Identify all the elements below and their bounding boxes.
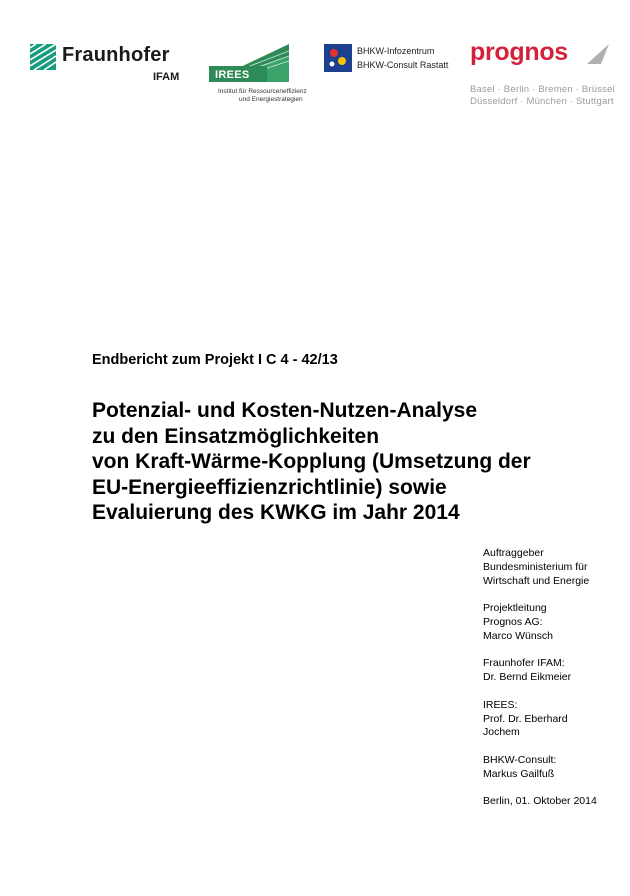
bhkw-mark-icon (324, 44, 352, 72)
info-line: Jochem (483, 726, 520, 739)
info-line: Prof. Dr. Eberhard (483, 712, 568, 725)
info-line: Wirtschaft und Energie (483, 574, 590, 587)
info-group-client (483, 547, 623, 588)
title-line: EU-Energieeffizienzrichtlinie) sowie (92, 475, 447, 499)
info-line: Markus Gailfuß (483, 767, 555, 780)
bhkw-line1: BHKW-Infozentrum (357, 46, 435, 56)
bhkw-line2: BHKW-Consult Rastatt (357, 60, 449, 70)
irees-logo (209, 44, 329, 108)
info-line: Bundesministerium für (483, 560, 588, 573)
title-line: Potenzial- und Kosten-Nutzen-Analyse (92, 399, 478, 422)
prognos-swoosh-icon (583, 44, 609, 64)
irees-subtitle-line1: Institut für Ressourceneffizienz (218, 88, 307, 95)
prognos-name: prognos (470, 38, 568, 66)
fraunhofer-subtitle: IFAM (153, 71, 180, 83)
prognos-cities-line2: Düsseldorf · München · Stuttgart (470, 96, 614, 107)
info-group-project-lead (483, 602, 623, 643)
info-line: Auftraggeber (483, 547, 544, 559)
title-line: Evaluierung des KWKG im Jahr 2014 (92, 501, 460, 524)
title-line: zu den Einsatzmöglichkeiten (92, 424, 380, 448)
info-group-date (483, 795, 623, 809)
prognos-cities-line1: Basel · Berlin · Bremen · Brüssel (470, 84, 615, 95)
info-line: IREES: (483, 698, 518, 711)
info-line: Marco Wünsch (483, 629, 554, 642)
report-label: Endbericht zum Projekt I C 4 - 42/13 (92, 352, 338, 368)
fraunhofer-logo (30, 44, 190, 88)
irees-name: IREES (215, 69, 250, 81)
info-line: Fraunhofer IFAM: (483, 657, 565, 670)
info-group-fraunhofer (483, 657, 623, 685)
info-line: Dr. Bernd Eikmeier (483, 671, 572, 684)
info-line: BHKW-Consult: (483, 753, 557, 766)
prognos-logo (470, 38, 615, 112)
report-title (92, 398, 612, 526)
info-column (483, 547, 623, 823)
info-group-bhkw (483, 754, 623, 782)
fraunhofer-mark-icon (30, 44, 56, 70)
info-group-irees (483, 699, 623, 740)
title-line: von Kraft-Wärme-Kopplung (Umsetzung der (92, 450, 531, 473)
bhkw-logo (324, 44, 464, 74)
date-line: Berlin, 01. Oktober 2014 (483, 795, 597, 808)
fraunhofer-name: Fraunhofer (62, 44, 170, 66)
info-line: Prognos AG: (483, 615, 543, 628)
irees-subtitle-line2: und Energiestrategien (239, 96, 303, 103)
info-line: Projektleitung (483, 602, 547, 615)
